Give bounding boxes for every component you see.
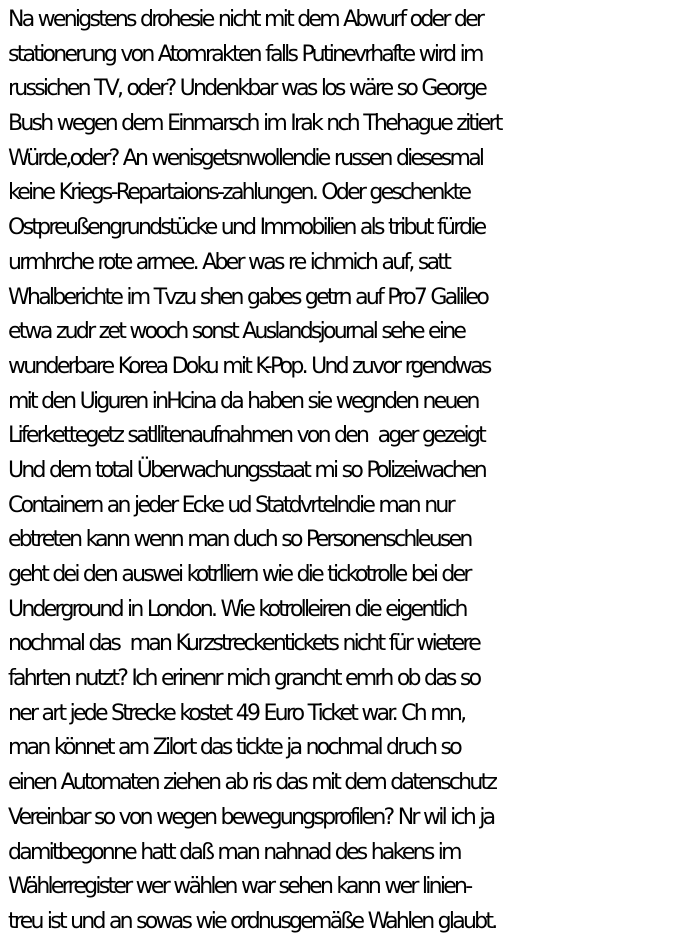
text-line: Würde,oder? An wenisgetsnwollendie russen diesesmal	[8, 145, 483, 171]
text-line: russichen TV, oder? Undenkbar was los wäre so George	[8, 76, 486, 102]
text-line: ebtreten kann wenn man duch so Personenschleusen	[8, 527, 471, 553]
text-line: treu ist und an sowas wie ordnusgemäße Wahlen glaubt.	[8, 908, 496, 934]
text-line: wunderbare Korea Doku mit K-Pop. Und zuvor rgendwas	[8, 353, 490, 379]
text-line: man könnet am Zilort das tickte ja nochmal druch so	[8, 735, 460, 761]
text-line: Containern an jeder Ecke ud Statdvrtelndie man nur	[8, 492, 453, 518]
text-line: mit den Uiguren inHcina da haben sie wegnden neuen	[8, 388, 478, 414]
text-line: stationerung von Atomrakten falls Putinevrhafte wird im	[8, 41, 482, 67]
text-line: nochmal das man Kurzstreckentickets nicht für wietere	[8, 631, 480, 657]
text-line: ner art jede Strecke kostet 49 Euro Ticket war. Ch mn,	[8, 700, 465, 726]
text-line: fahrten nutzt? Ich erinenr mich grancht emrh ob das so	[8, 666, 480, 692]
text-line: Whalberichte im Tvzu shen gabes getrn auf Pro7 Galileo	[8, 284, 488, 310]
text-line: Bush wegen dem Einmarsch im Irak nch Thehague zitiert	[8, 111, 501, 137]
text-line: Und dem total Überwachungsstaat mi so Polizeiwachen	[8, 457, 485, 483]
text-line: Underground in London. Wie kotrolleiren die eigentlich	[8, 596, 466, 622]
text-line: einen Automaten ziehen ab ris das mit dem datenschutz	[8, 770, 496, 796]
text-line: urmhrche rote armee. Aber was re ichmich auf, satt	[8, 249, 450, 275]
text-line: Wählerregister wer wählen war sehen kann wer linien-	[8, 874, 471, 900]
text-line: Na wenigstens drohesie nicht mit dem Abwurf oder der	[8, 7, 483, 32]
body-text	[8, 3, 684, 940]
text-line: Ostpreußengrundstücke und Immobilien als tribut fürdie	[8, 215, 485, 241]
text-line: Liferkettegetz satllitenaufnahmen von den ager gezeigt	[8, 423, 484, 449]
text-line: Vereinbar so von wegen bewegungsprofilen? Nr wil ich ja	[8, 804, 494, 830]
text-line: keine Kriegs-Repartaions-zahlungen. Oder geschenkte	[8, 180, 470, 206]
text-line: etwa zudr zet wooch sonst Auslandsjournal sehe eine	[8, 319, 465, 345]
text-line: damitbegonne hatt daß man nahnad des hakens im	[8, 839, 460, 865]
text-line: geht dei den auswei kotrlliern wie die tickotrolle bei der	[8, 562, 470, 587]
